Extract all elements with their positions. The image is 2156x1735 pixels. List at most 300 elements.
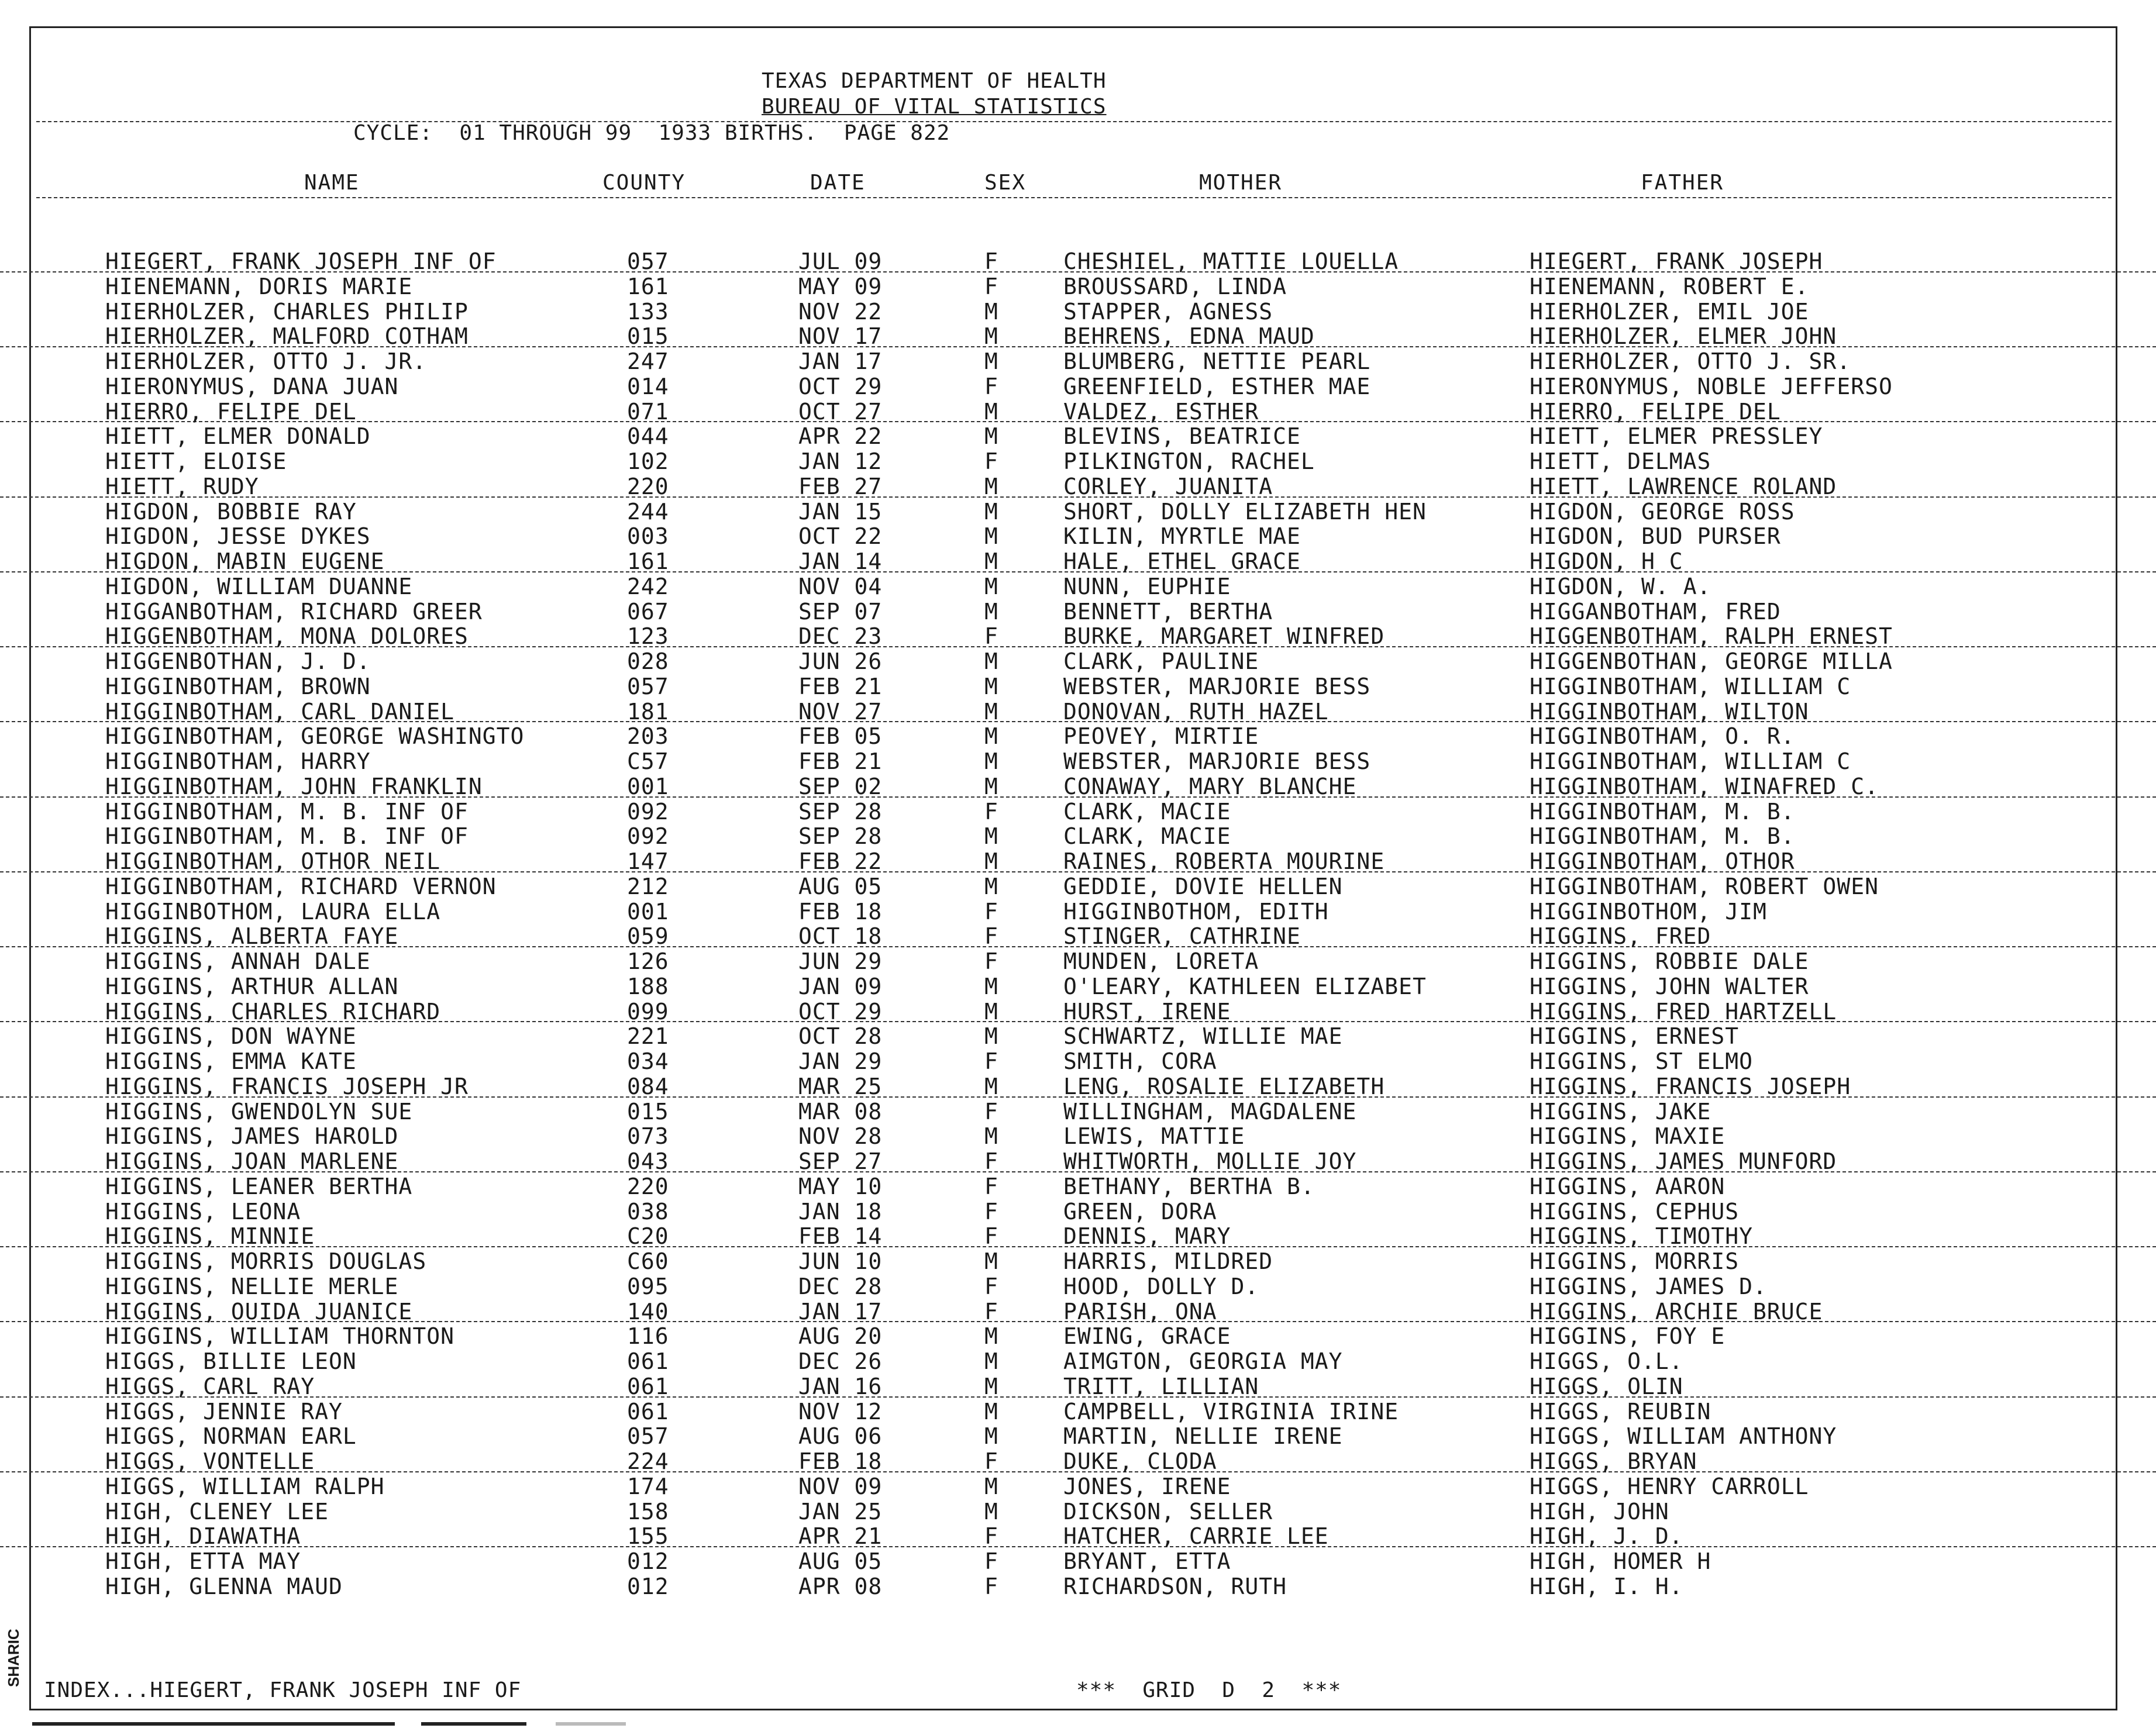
table-row — [0, 1572, 2156, 1598]
cell-mother: CLARK, MACIE — [1063, 823, 1231, 850]
cell-father: HIGH, I. H. — [1530, 1573, 1683, 1599]
cell-date: OCT 27 — [798, 398, 883, 425]
cell-county: 061 — [627, 1398, 669, 1424]
cell-county: 161 — [627, 549, 669, 574]
cell-name: HIGH, ETTA MAY — [105, 1548, 301, 1574]
cell-father: HIGGINS, AARON — [1530, 1173, 1726, 1199]
cell-mother: HIGGINBOTHOM, EDITH — [1063, 898, 1329, 925]
cell-sex: M — [984, 349, 998, 374]
table-row — [0, 1072, 2156, 1098]
cell-sex: F — [984, 623, 998, 650]
cell-father: HIGGINS, ARCHIE BRUCE — [1530, 1298, 1823, 1324]
cell-mother: CORLEY, JUANITA — [1063, 473, 1273, 499]
cell-sex: F — [984, 1173, 998, 1199]
table-row — [0, 1198, 2156, 1223]
cell-mother: BEHRENS, EDNA MAUD — [1063, 323, 1315, 350]
cell-father: HIGH, J. D. — [1530, 1523, 1683, 1550]
cell-father: HIGDON, GEORGE ROSS — [1530, 498, 1795, 525]
table-row — [0, 1322, 2156, 1350]
cell-father: HIENEMANN, ROBERT E. — [1530, 273, 1809, 299]
cell-sex: F — [984, 1148, 998, 1174]
cell-county: 001 — [627, 773, 669, 799]
cell-county: 071 — [627, 398, 669, 425]
cell-mother: GREENFIELD, ESTHER MAE — [1063, 373, 1371, 399]
col-header-sex: SEX — [984, 171, 1027, 195]
table-row — [0, 472, 2156, 498]
cell-date: FEB 27 — [798, 473, 883, 499]
cell-mother: HURST, IRENE — [1063, 998, 1231, 1025]
cell-county: 034 — [627, 1048, 669, 1074]
cell-sex: M — [984, 649, 998, 674]
cell-mother: JONES, IRENE — [1063, 1473, 1231, 1499]
cell-county: 181 — [627, 698, 669, 725]
cell-father: HIETT, LAWRENCE ROLAND — [1530, 473, 1837, 499]
cell-father: HIGGS, REUBIN — [1530, 1398, 1711, 1424]
table-row — [0, 1098, 2156, 1123]
cell-county: 244 — [627, 498, 669, 525]
cell-mother: MUNDEN, LORETA — [1063, 948, 1259, 974]
cell-father: HIGGENBOTHAM, RALPH ERNEST — [1530, 623, 1893, 650]
cell-county: 133 — [627, 298, 669, 325]
cell-name: HIGGINBOTHAM, JOHN FRANKLIN — [105, 773, 483, 799]
table-row — [0, 273, 2156, 298]
cell-county: 158 — [627, 1498, 669, 1524]
cell-father: HIERHOLZER, OTTO J. SR. — [1530, 349, 1851, 374]
cell-father: HIGGINS, MORRIS — [1530, 1248, 1740, 1274]
cell-name: HIENEMANN, DORIS MARIE — [105, 273, 413, 299]
cell-mother: NUNN, EUPHIE — [1063, 573, 1231, 599]
cycle-line: CYCLE: 01 THROUGH 99 1933 BIRTHS. PAGE 822 — [353, 121, 950, 145]
cell-mother: GREEN, DORA — [1063, 1198, 1217, 1224]
cell-father: HIGGS, OLIN — [1530, 1373, 1683, 1399]
cell-county: 092 — [627, 823, 669, 850]
cell-name: HIGGINS, CHARLES RICHARD — [105, 998, 441, 1025]
table-row — [0, 647, 2156, 672]
cell-county: 102 — [627, 449, 669, 474]
cell-date: JAN 17 — [798, 1298, 883, 1324]
cell-sex: M — [984, 523, 998, 550]
cell-father: HIGGS, HENRY CARROLL — [1530, 1473, 1809, 1499]
cell-county: 003 — [627, 523, 669, 550]
cell-name: HIGGINBOTHAM, RICHARD VERNON — [105, 873, 497, 899]
cell-mother: WHITWORTH, MOLLIE JOY — [1063, 1148, 1357, 1174]
cell-father: HIGDON, BUD PURSER — [1530, 523, 1781, 550]
cell-date: OCT 29 — [798, 998, 883, 1025]
table-row — [0, 1522, 2156, 1550]
cell-sex: F — [984, 1548, 998, 1574]
cell-date: NOV 04 — [798, 573, 883, 599]
cell-county: 015 — [627, 1098, 669, 1125]
cell-name: HIGGS, VONTELLE — [105, 1448, 315, 1474]
cell-date: JAN 12 — [798, 449, 883, 474]
cell-mother: VALDEZ, ESTHER — [1063, 398, 1259, 425]
cell-father: HIGGANBOTHAM, FRED — [1530, 598, 1781, 625]
cell-mother: CLARK, MACIE — [1063, 798, 1231, 825]
cell-name: HIGGS, BILLIE LEON — [105, 1348, 357, 1374]
table-row — [0, 1347, 2156, 1372]
table-row — [0, 847, 2156, 872]
cell-date: SEP 27 — [798, 1148, 883, 1174]
cell-father: HIGGS, WILLIAM ANTHONY — [1530, 1423, 1837, 1450]
cell-name: HIGGINS, ARTHUR ALLAN — [105, 973, 399, 999]
cell-name: HIGDON, JESSE DYKES — [105, 523, 371, 550]
cell-mother: AIMGTON, GEORGIA MAY — [1063, 1348, 1343, 1374]
cell-date: NOV 22 — [798, 298, 883, 325]
cell-mother: WEBSTER, MARJORIE BESS — [1063, 673, 1371, 699]
cell-sex: M — [984, 873, 998, 899]
cell-mother: SHORT, DOLLY ELIZABETH HEN — [1063, 498, 1427, 525]
cell-sex: M — [984, 998, 998, 1025]
cell-name: HIGGS, JENNIE RAY — [105, 1398, 343, 1424]
cell-county: 212 — [627, 873, 669, 899]
cell-county: 057 — [627, 673, 669, 699]
cell-sex: M — [984, 1123, 998, 1150]
cell-name: HIGGINS, ALBERTA FAYE — [105, 923, 399, 950]
cell-name: HIETT, RUDY — [105, 473, 259, 499]
cell-sex: F — [984, 898, 998, 925]
cell-mother: PARISH, ONA — [1063, 1298, 1217, 1324]
cell-county: 242 — [627, 573, 669, 599]
cell-father: HIERRO, FELIPE DEL — [1530, 398, 1781, 425]
cell-date: JAN 17 — [798, 349, 883, 374]
cell-county: C57 — [627, 749, 669, 774]
cell-name: HIGH, GLENNA MAUD — [105, 1573, 343, 1599]
cell-name: HIGDON, BOBBIE RAY — [105, 498, 357, 525]
cell-father: HIGGINS, FRED — [1530, 923, 1711, 950]
cell-father: HIGGINBOTHAM, M. B. — [1530, 798, 1795, 825]
cell-father: HIGH, JOHN — [1530, 1498, 1669, 1524]
cell-county: 174 — [627, 1473, 669, 1499]
records-table — [0, 247, 2156, 1598]
cell-date: DEC 23 — [798, 623, 883, 650]
cell-sex: F — [984, 923, 998, 950]
cell-date: JAN 14 — [798, 549, 883, 574]
cell-mother: O'LEARY, KATHLEEN ELIZABET — [1063, 973, 1427, 999]
cell-county: 155 — [627, 1523, 669, 1550]
cell-date: NOV 17 — [798, 323, 883, 350]
cell-mother: CHESHIEL, MATTIE LOUELLA — [1063, 249, 1399, 274]
cell-date: MAY 09 — [798, 273, 883, 299]
cell-father: HIGDON, H C — [1530, 549, 1683, 574]
cell-sex: M — [984, 398, 998, 425]
cell-father: HIERHOLZER, ELMER JOHN — [1530, 323, 1837, 350]
cell-father: HIGGINS, MAXIE — [1530, 1123, 1726, 1150]
cell-father: HIGGS, BRYAN — [1530, 1448, 1697, 1474]
cell-date: AUG 05 — [798, 873, 883, 899]
cell-sex: M — [984, 498, 998, 525]
table-row — [0, 1472, 2156, 1498]
cell-date: AUG 05 — [798, 1548, 883, 1574]
cell-name: HIETT, ELMER DONALD — [105, 423, 371, 450]
cell-county: 061 — [627, 1373, 669, 1399]
cell-father: HIGGINBOTHAM, M. B. — [1530, 823, 1795, 850]
cell-name: HIGH, CLENEY LEE — [105, 1498, 329, 1524]
cell-mother: BLUMBERG, NETTIE PEARL — [1063, 349, 1371, 374]
cell-date: JUN 26 — [798, 649, 883, 674]
cell-sex: F — [984, 1198, 998, 1224]
cell-date: SEP 28 — [798, 798, 883, 825]
cell-name: HIGGINS, ANNAH DALE — [105, 948, 371, 974]
table-row — [0, 498, 2156, 523]
cell-sex: F — [984, 798, 998, 825]
cell-father: HIGGINBOTHAM, WINAFRED C. — [1530, 773, 1879, 799]
cell-father: HIGGINBOTHAM, WILTON — [1530, 698, 1809, 725]
cell-county: 224 — [627, 1448, 669, 1474]
cell-sex: M — [984, 1473, 998, 1499]
cell-name: HIGGENBOTHAN, J. D. — [105, 649, 371, 674]
cell-date: JAN 15 — [798, 498, 883, 525]
cell-mother: PILKINGTON, RACHEL — [1063, 449, 1315, 474]
cell-date: NOV 27 — [798, 698, 883, 725]
cell-county: 012 — [627, 1573, 669, 1599]
table-row — [0, 1398, 2156, 1423]
cell-sex: M — [984, 1373, 998, 1399]
cell-sex: F — [984, 1098, 998, 1125]
cell-name: HIGGINS, MINNIE — [105, 1223, 315, 1250]
cell-father: HIETT, DELMAS — [1530, 449, 1711, 474]
cell-father: HIGGINS, ERNEST — [1530, 1023, 1740, 1050]
cell-date: MAR 08 — [798, 1098, 883, 1125]
cell-name: HIGGINS, JOAN MARLENE — [105, 1148, 399, 1174]
cell-name: HIGGS, WILLIAM RALPH — [105, 1473, 385, 1499]
cell-date: FEB 21 — [798, 749, 883, 774]
cell-mother: BLEVINS, BEATRICE — [1063, 423, 1301, 450]
cell-county: 043 — [627, 1148, 669, 1174]
cell-date: APR 21 — [798, 1523, 883, 1550]
cell-county: 099 — [627, 998, 669, 1025]
cell-mother: BRYANT, ETTA — [1063, 1548, 1231, 1574]
table-row — [0, 747, 2156, 772]
cell-date: NOV 09 — [798, 1473, 883, 1499]
cell-name: HIGGINBOTHAM, BROWN — [105, 673, 371, 699]
cell-county: 057 — [627, 249, 669, 274]
cell-name: HIERONYMUS, DANA JUAN — [105, 373, 399, 399]
cell-sex: F — [984, 1223, 998, 1250]
cell-county: 116 — [627, 1323, 669, 1350]
cell-mother: EWING, GRACE — [1063, 1323, 1231, 1350]
cell-father: HIGGINS, ST ELMO — [1530, 1048, 1754, 1074]
table-row — [0, 1047, 2156, 1072]
cell-county: 092 — [627, 798, 669, 825]
cell-sex: M — [984, 1323, 998, 1350]
cell-county: 084 — [627, 1073, 669, 1099]
col-header-county: COUNTY — [602, 171, 686, 195]
cell-date: OCT 22 — [798, 523, 883, 550]
table-row — [0, 622, 2156, 650]
cell-sex: F — [984, 948, 998, 974]
cell-date: FEB 05 — [798, 723, 883, 750]
cell-date: SEP 28 — [798, 823, 883, 850]
cell-name: HIGGINS, GWENDOLYN SUE — [105, 1098, 413, 1125]
table-row — [0, 822, 2156, 850]
cell-mother: HATCHER, CARRIE LEE — [1063, 1523, 1329, 1550]
footer-bar-3 — [556, 1722, 626, 1726]
cell-mother: RICHARDSON, RUTH — [1063, 1573, 1287, 1599]
cell-father: HIGGINBOTHAM, WILLIAM C — [1530, 673, 1851, 699]
cell-date: JAN 16 — [798, 1373, 883, 1399]
cell-sex: M — [984, 298, 998, 325]
cell-sex: F — [984, 1048, 998, 1074]
cell-name: HIEGERT, FRANK JOSEPH INF OF — [105, 249, 497, 274]
cell-name: HIERHOLZER, MALFORD COTHAM — [105, 323, 469, 350]
cell-date: SEP 02 — [798, 773, 883, 799]
cell-name: HIGGENBOTHAM, MONA DOLORES — [105, 623, 469, 650]
cell-name: HIGGINS, LEONA — [105, 1198, 301, 1224]
table-row — [0, 1547, 2156, 1572]
table-row — [0, 1298, 2156, 1323]
table-row — [0, 798, 2156, 823]
cell-mother: HALE, ETHEL GRACE — [1063, 549, 1301, 574]
cell-date: JUN 29 — [798, 948, 883, 974]
cell-sex: M — [984, 549, 998, 574]
cell-name: HIGGINS, EMMA KATE — [105, 1048, 357, 1074]
cell-father: HIGGINBOTHOM, JIM — [1530, 898, 1767, 925]
cell-mother: SCHWARTZ, WILLIE MAE — [1063, 1023, 1343, 1050]
cell-sex: M — [984, 823, 998, 850]
cell-name: HIERRO, FELIPE DEL — [105, 398, 357, 425]
cell-father: HIGGINS, FOY E — [1530, 1323, 1726, 1350]
table-row — [0, 772, 2156, 798]
table-row — [0, 372, 2156, 398]
table-row — [0, 698, 2156, 723]
cell-name: HIGGINS, MORRIS DOUGLAS — [105, 1248, 427, 1274]
cell-date: JAN 25 — [798, 1498, 883, 1524]
cell-county: 147 — [627, 848, 669, 874]
cell-mother: DICKSON, SELLER — [1063, 1498, 1273, 1524]
table-row — [0, 547, 2156, 572]
cell-name: HIGH, DIAWATHA — [105, 1523, 301, 1550]
column-header-rule — [36, 197, 2112, 198]
cell-date: AUG 06 — [798, 1423, 883, 1450]
cell-father: HIETT, ELMER PRESSLEY — [1530, 423, 1823, 450]
cell-mother: MARTIN, NELLIE IRENE — [1063, 1423, 1343, 1450]
cell-mother: BURKE, MARGARET WINFRED — [1063, 623, 1385, 650]
cell-county: 059 — [627, 923, 669, 950]
cell-father: HIGGINS, JOHN WALTER — [1530, 973, 1809, 999]
cell-date: JAN 09 — [798, 973, 883, 999]
cell-county: 001 — [627, 898, 669, 925]
cell-sex: M — [984, 848, 998, 874]
table-row — [0, 1222, 2156, 1250]
cell-mother: WILLINGHAM, MAGDALENE — [1063, 1098, 1357, 1125]
cell-sex: M — [984, 749, 998, 774]
cell-date: NOV 28 — [798, 1123, 883, 1150]
cell-sex: F — [984, 1298, 998, 1324]
cell-date: FEB 21 — [798, 673, 883, 699]
cell-father: HIGDON, W. A. — [1530, 573, 1711, 599]
cell-sex: M — [984, 423, 998, 450]
cell-mother: TRITT, LILLIAN — [1063, 1373, 1259, 1399]
cell-mother: LENG, ROSALIE ELIZABETH — [1063, 1073, 1385, 1099]
cell-mother: PEOVEY, MIRTIE — [1063, 723, 1259, 750]
cell-mother: HOOD, DOLLY D. — [1063, 1273, 1259, 1299]
cell-date: MAY 10 — [798, 1173, 883, 1199]
cell-mother: CAMPBELL, VIRGINIA IRINE — [1063, 1398, 1399, 1424]
table-row — [0, 422, 2156, 450]
footer-bar-1 — [32, 1722, 395, 1726]
cell-name: HIGGINS, JAMES HAROLD — [105, 1123, 399, 1150]
col-header-name: NAME — [304, 171, 360, 195]
table-row — [0, 947, 2156, 972]
cell-sex: F — [984, 1573, 998, 1599]
cell-name: HIGGANBOTHAM, RICHARD GREER — [105, 598, 483, 625]
cell-county: 028 — [627, 649, 669, 674]
table-row — [0, 322, 2156, 350]
cell-father: HIGGINS, JAKE — [1530, 1098, 1711, 1125]
cell-date: NOV 12 — [798, 1398, 883, 1424]
cell-date: SEP 07 — [798, 598, 883, 625]
table-row — [0, 972, 2156, 998]
cell-mother: KILIN, MYRTLE MAE — [1063, 523, 1301, 550]
cell-mother: CLARK, PAULINE — [1063, 649, 1259, 674]
cell-county: 061 — [627, 1348, 669, 1374]
cell-name: HIGGINBOTHAM, GEORGE WASHINGTO — [105, 723, 525, 750]
cell-mother: GEDDIE, DOVIE HELLEN — [1063, 873, 1343, 899]
cell-date: FEB 22 — [798, 848, 883, 874]
cell-mother: DONOVAN, RUTH HAZEL — [1063, 698, 1329, 725]
cell-county: 220 — [627, 473, 669, 499]
cell-county: 012 — [627, 1548, 669, 1574]
cell-mother: BENNETT, BERTHA — [1063, 598, 1273, 625]
cell-sex: M — [984, 1398, 998, 1424]
side-label: SHARIC — [5, 1629, 22, 1687]
cell-father: HIGGINBOTHAM, ROBERT OWEN — [1530, 873, 1879, 899]
cell-county: 015 — [627, 323, 669, 350]
table-row — [0, 347, 2156, 372]
cell-sex: M — [984, 973, 998, 999]
cell-name: HIETT, ELOISE — [105, 449, 287, 474]
cell-date: JUN 10 — [798, 1248, 883, 1274]
cell-sex: M — [984, 1423, 998, 1450]
footer-index: INDEX...HIEGERT, FRANK JOSEPH INF OF — [44, 1678, 522, 1702]
cell-mother: RAINES, ROBERTA MOURINE — [1063, 848, 1385, 874]
cell-county: 161 — [627, 273, 669, 299]
table-row — [0, 1447, 2156, 1472]
cell-name: HIGGINBOTHAM, OTHOR NEIL — [105, 848, 441, 874]
table-row — [0, 598, 2156, 623]
cell-name: HIGGINS, DON WAYNE — [105, 1023, 357, 1050]
cell-sex: M — [984, 323, 998, 350]
cell-county: 247 — [627, 349, 669, 374]
cell-father: HIERHOLZER, EMIL JOE — [1530, 298, 1809, 325]
cell-name: HIERHOLZER, CHARLES PHILIP — [105, 298, 469, 325]
cell-sex: M — [984, 598, 998, 625]
cell-sex: M — [984, 473, 998, 499]
cell-mother: LEWIS, MATTIE — [1063, 1123, 1245, 1150]
cell-county: 095 — [627, 1273, 669, 1299]
cell-county: C60 — [627, 1248, 669, 1274]
cell-father: HIGGINBOTHAM, O. R. — [1530, 723, 1795, 750]
table-row — [0, 1172, 2156, 1198]
cell-mother: BROUSSARD, LINDA — [1063, 273, 1287, 299]
table-row — [0, 447, 2156, 472]
table-row — [0, 1022, 2156, 1050]
cell-county: C20 — [627, 1223, 669, 1250]
cell-county: 123 — [627, 623, 669, 650]
cell-sex: M — [984, 1348, 998, 1374]
cell-father: HIGGINS, ROBBIE DALE — [1530, 948, 1809, 974]
cell-mother: DUKE, CLODA — [1063, 1448, 1217, 1474]
cell-sex: M — [984, 698, 998, 725]
table-row — [0, 672, 2156, 698]
cell-father: HIGGINBOTHAM, OTHOR — [1530, 848, 1795, 874]
cell-name: HIGGINS, OUIDA JUANICE — [105, 1298, 413, 1324]
cell-sex: F — [984, 273, 998, 299]
cell-father: HIEGERT, FRANK JOSEPH — [1530, 249, 1823, 274]
cell-county: 220 — [627, 1173, 669, 1199]
cell-father: HIGGINS, TIMOTHY — [1530, 1223, 1754, 1250]
cell-county: 014 — [627, 373, 669, 399]
